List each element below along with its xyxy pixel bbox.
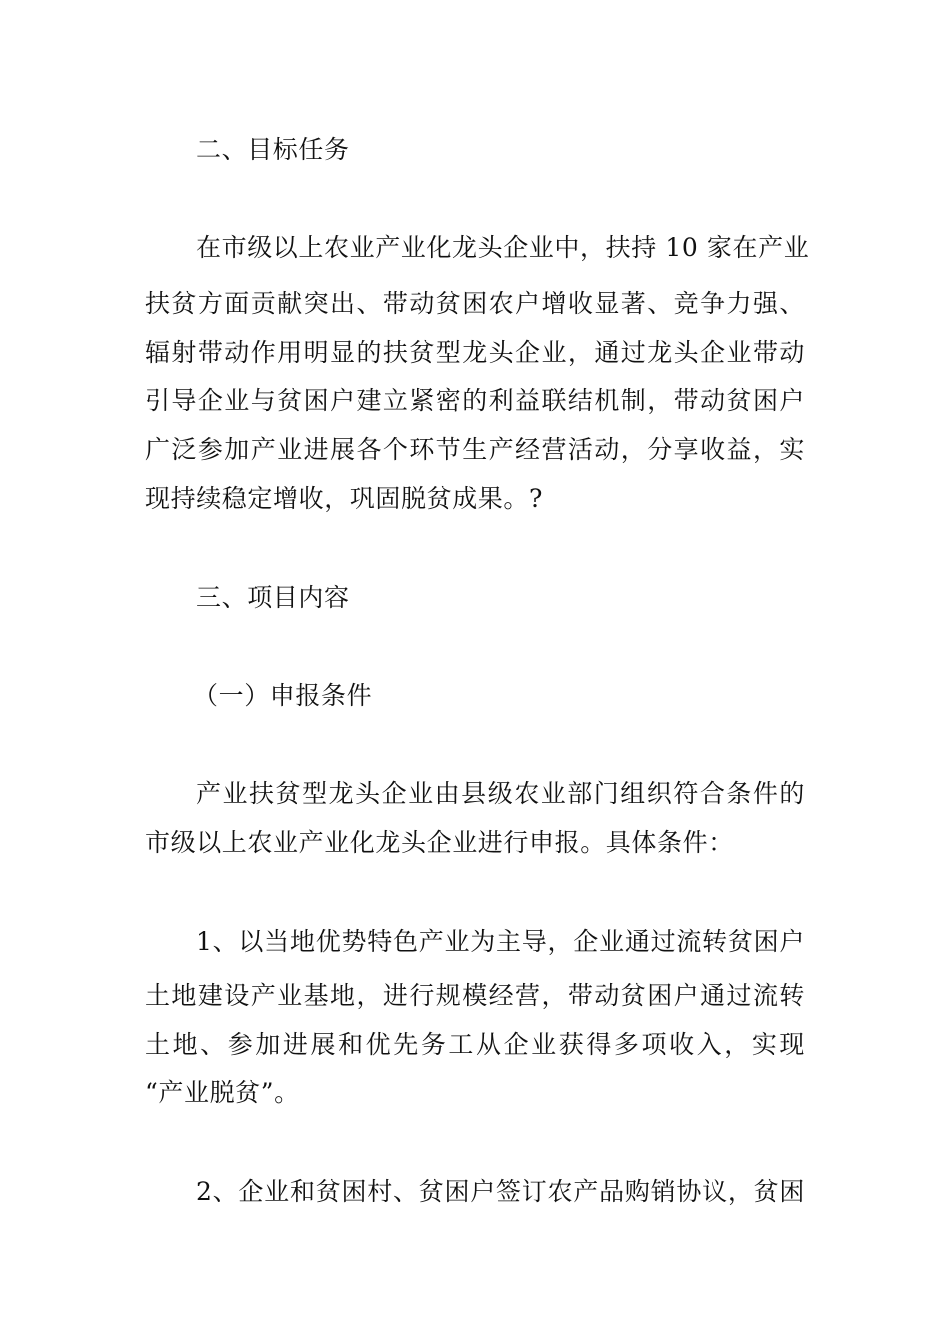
list-item-line: 1、以当地优势特色产业为主导，企业通过流转贫困户 [196, 927, 805, 956]
paragraph-line: 广泛参加产业进展各个环节生产经营活动，分享收益，实 [145, 435, 805, 464]
list-item-line: 土地、参加进展和优先务工从企业获得多项收入，实现 [145, 1030, 805, 1059]
paragraph-line: 扶贫方面贡献突出、带动贫困农户增收显著、竞争力强、 [145, 289, 805, 318]
subsection-heading-conditions: （一）申报条件 [193, 681, 373, 710]
paragraph-line: 市级以上农业产业化龙头企业进行申报。具体条件： [145, 828, 734, 857]
paragraph-line: 产业扶贫型龙头企业由县级农业部门组织符合条件的 [196, 779, 805, 808]
list-item-line: 土地建设产业基地，进行规模经营，带动贫困户通过流转 [145, 981, 805, 1010]
section-heading-goals: 二、目标任务 [196, 135, 350, 164]
list-item-line: “产业脱贫”。 [145, 1078, 300, 1107]
paragraph-line: 现持续稳定增收，巩固脱贫成果。? [145, 484, 544, 513]
paragraph-line: 引导企业与贫困户建立紧密的利益联结机制，带动贫困户 [145, 386, 805, 415]
paragraph-line: 辐射带动作用明显的扶贫型龙头企业，通过龙头企业带动 [145, 338, 805, 367]
paragraph-line: 在市级以上农业产业化龙头企业中，扶持 10 家在产业 [196, 233, 810, 262]
section-heading-content: 三、项目内容 [196, 583, 350, 612]
list-item-line: 2、企业和贫困村、贫困户签订农产品购销协议，贫困 [196, 1177, 805, 1206]
